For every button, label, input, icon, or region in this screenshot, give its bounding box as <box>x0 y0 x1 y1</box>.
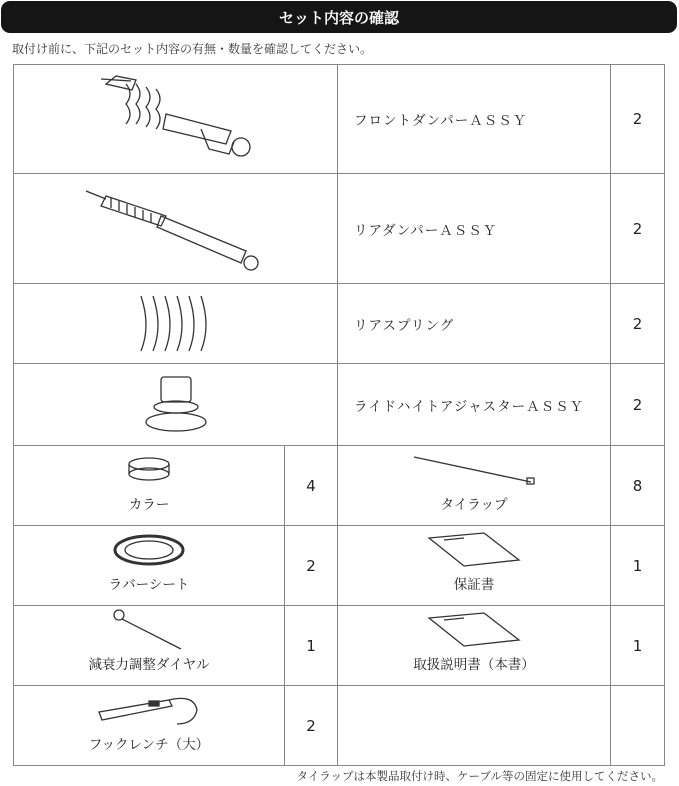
collar-icon <box>119 454 179 486</box>
item-name: リアダンパーＡＳＳＹ <box>337 173 611 284</box>
footnote: タイラップは本製品取付け時、ケーブル等の固定に使用してください。 <box>296 769 663 783</box>
item-name: フックレンチ（大） <box>88 737 210 753</box>
item-name: 保証書 <box>453 577 495 593</box>
spring-icon <box>131 291 221 356</box>
rear-damper-icon <box>81 181 271 276</box>
item-quantity: 2 <box>284 685 338 766</box>
warranty-card-icon <box>424 530 524 570</box>
item-name: フロントダンパーＡＳＳＹ <box>337 64 611 174</box>
instruction-text: 取付け前に、下記のセット内容の有無・数量を確認してください。 <box>12 42 373 56</box>
damping-dial-cell <box>13 605 285 686</box>
warranty-card-cell <box>337 525 611 606</box>
section-header <box>1 1 677 33</box>
item-quantity: 2 <box>610 283 665 364</box>
manual-cell <box>337 605 611 686</box>
item-name: カラー <box>128 497 170 513</box>
collar-cell <box>13 445 285 526</box>
cable-tie-cell <box>337 445 611 526</box>
item-name: ライドハイトアジャスターＡＳＳＹ <box>337 363 611 446</box>
item-name: ラバーシート <box>108 577 190 593</box>
item-quantity: 8 <box>610 445 665 526</box>
item-name: 取扱説明書（本書） <box>413 657 535 673</box>
rubber-seat-icon <box>109 530 189 570</box>
item-quantity: 2 <box>610 173 665 284</box>
item-name: リアスプリング <box>337 283 611 364</box>
item-quantity: 1 <box>284 605 338 686</box>
hook-wrench-icon <box>94 692 204 728</box>
item-quantity: 1 <box>610 605 665 686</box>
rear-damper-image-cell <box>13 173 338 284</box>
cable-tie-icon <box>409 452 539 488</box>
item-quantity: 4 <box>284 445 338 526</box>
front-damper-image-cell <box>13 64 338 174</box>
height-adjuster-icon <box>141 372 211 437</box>
item-quantity: 2 <box>284 525 338 606</box>
damping-dial-icon <box>109 607 189 652</box>
spring-image-cell <box>13 283 338 364</box>
section-title: セット内容の確認 <box>278 8 399 27</box>
item-name: 減衰力調整ダイヤル <box>88 657 210 673</box>
item-quantity: 2 <box>610 64 665 174</box>
rubber-seat-cell <box>13 525 285 606</box>
item-name: タイラップ <box>440 497 508 513</box>
front-damper-icon <box>91 69 261 169</box>
height-adjuster-image-cell <box>13 363 338 446</box>
item-quantity: 1 <box>610 525 665 606</box>
manual-icon <box>424 610 524 650</box>
empty-cell <box>337 685 611 766</box>
hook-wrench-cell <box>13 685 285 766</box>
item-quantity: 2 <box>610 363 665 446</box>
empty-cell <box>610 685 665 766</box>
